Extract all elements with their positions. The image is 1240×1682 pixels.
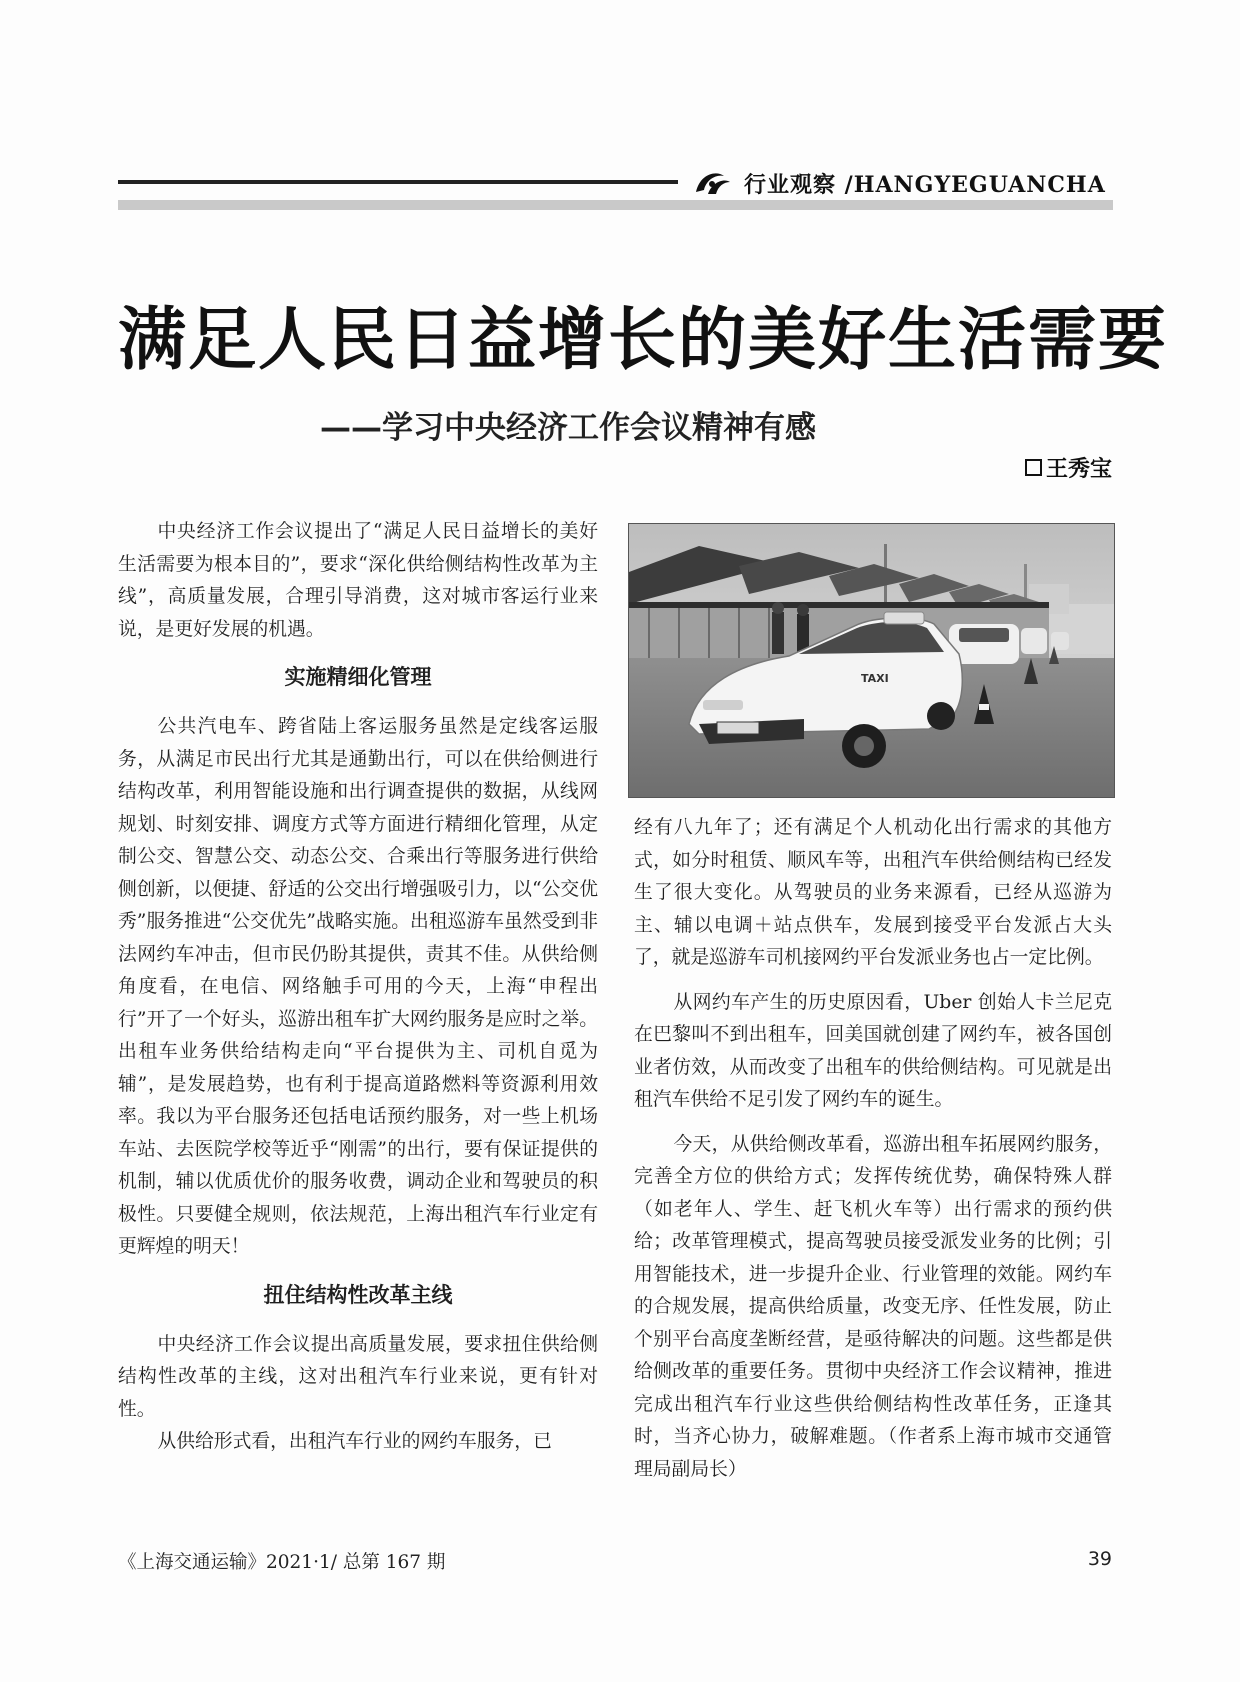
journal-citation: 《上海交通运输》2021·1/ 总第 167 期 [118,1552,446,1573]
section-heading: 实施精细化管理 [284,665,432,689]
right-column [634,812,1112,1486]
paragraph: 公共汽电车、跨省陆上客运服务虽然是定线客运服务，从满足市民出行尤其是通勤出行，可以在供给侧进行结构改革，利用智能设施和出行调查提供的数据，从线网规划、时刻安排、调度方式等方面进行精细化管理，从定制公交、智慧公交、动态公交、合乘出行等服务进行供给侧创新，以便捷、舒适的公交出行增强吸引力，以“公交优秀”服务推进“公交优先”战略实施。出租巡游车虽然受到非法网约车冲击，但市民仍盼其提供，责其不佳。从供给侧角度看，在电信、网络触手可用的今天，上海“申程出行”开了一个好头，巡游出租车扩大网约服务是应时之举。出租车业务供给结构走向“平台提供为主、司机自觅为辅”，是发展趋势，也有利于提高道路燃料等资源利用效率。我以为平台服务还包括电话预约服务，对一些上机场车站、去医院学校等近乎“刚需”的出行，要有保证提供的机制，辅以优质优价的服务收费，调动企业和驾驶员的积极性。只要健全规则，依法规范，上海出租汽车行业定有更辉煌的明天！ [118,716,598,1257]
header-rule [118,180,678,184]
paragraph: 经有八九年了；还有满足个人机动化出行需求的其他方式，如分时租赁、顺风车等，出租汽车供给侧结构已经发生了很大变化。从驾驶员的业务来源看，已经从巡游为主、辅以电调＋站点供车，发展到接受平台发派占大头了，就是巡游车司机接网约平台发派业务也占一定比例。 [634,817,1112,968]
paragraph: 今天，从供给侧改革看，巡游出租车拓展网约服务，完善全方位的供给方式；发挥传统优势，确保特殊人群（如老年人、学生、赶飞机火车等）出行需求的预约供给；改革管理模式，提高驾驶员接受派发业务的比例；引用智能技术，进一步提升企业、行业管理的效能。网约车的合规发展，提高供给质量，改变无序、任性发展，防止个别平台高度垄断经营，是亟待解决的问题。这些都是供给侧改革的重要任务。贯彻中央经济工作会议精神，推进完成出租汽车行业这些供给侧结构性改革任务，正逢其时，当齐心协力，破解难题。（作者系上海市城市交通管理局副局长） [634,1133,1112,1480]
taxi-sign-text: TAXI [861,672,889,685]
article-subtitle: ——学习中央经济工作会议精神有感 [320,410,816,446]
author-byline [1025,452,1112,483]
paragraph: 中央经济工作会议提出了“满足人民日益增长的美好生活需要为根本目的”，要求“深化供给侧结构性改革为主线”，高质量发展，合理引导消费，这对城市客运行业来说，是更好发展的机遇。 [118,521,598,640]
left-column [118,516,598,1459]
byline-box-icon [1025,459,1042,476]
page-number: 39 [1087,1548,1112,1570]
article-title: 满足人民日益增长的美好生活需要 [118,300,1169,380]
section-label: 行业观察 /HANGYEGUANCHA [744,172,1106,198]
section-heading: 扭住结构性改革主线 [263,1282,453,1307]
taxi-photo [628,523,1115,798]
paragraph: 从供给形式看，出租汽车行业的网约车服务，已 [157,1431,552,1452]
paragraph: 从网约车产生的历史原因看，Uber 创始人卡兰尼克在巴黎叫不到出租车，回美国就创建了网约车，被各国创业者仿效，从而改变了出租车的供给侧结构。可见就是出租汽车供给不足引发了网约车的诞生。 [634,991,1112,1110]
paragraph: 中央经济工作会议提出高质量发展，要求扭住供给侧结构性改革的主线，这对出租汽车行业来说，更有针对性。 [118,1333,598,1420]
header-band [118,200,1113,210]
swirl-logo-icon [690,168,734,198]
author-name: 王秀宝 [1045,457,1112,482]
